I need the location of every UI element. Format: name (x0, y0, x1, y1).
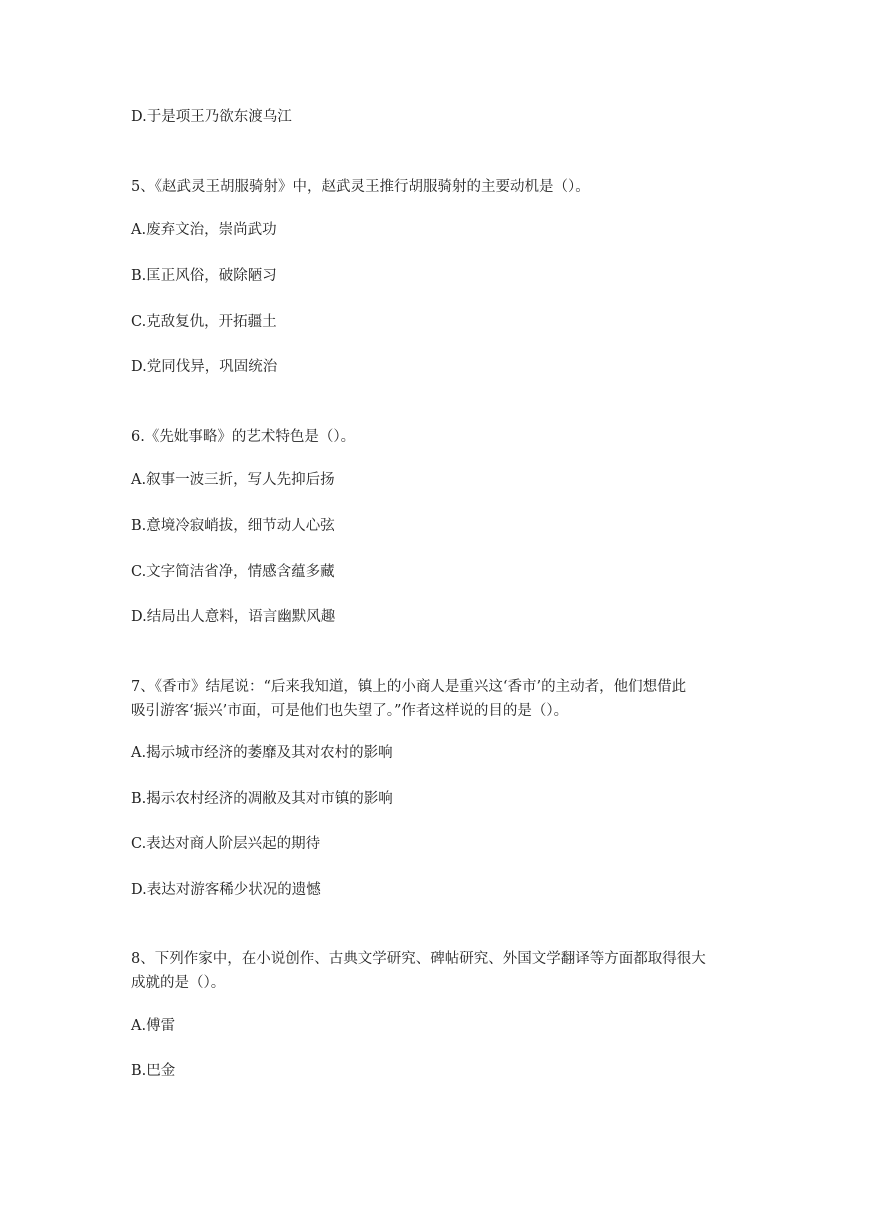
q7-option-b: B.揭示农村经济的凋敝及其对市镇的影响 (131, 791, 393, 807)
q6-option-a: A.叙事一波三折，写人先抑后扬 (131, 472, 335, 488)
q7-stem-line2: 吸引游客‘振兴’市面，可是他们也失望了。”作者这样说的目的是（）。 (131, 703, 569, 719)
q5-option-a: A.废弃文治，崇尚武功 (131, 222, 277, 238)
q5-option-c: C.克敌复仇，开拓疆土 (131, 314, 277, 330)
q6-option-c: C.文字简洁省净，情感含蕴多藏 (131, 564, 335, 580)
q7-stem-line1: 7、《香市》结尾说：“后来我知道，镇上的小商人是重兴这‘香市’的主动者，他们想借此 (131, 679, 687, 695)
q8-option-a: A.傅雷 (131, 1018, 176, 1034)
q5-option-d: D.党同伐异，巩固统治 (131, 359, 278, 375)
q6-option-b: B.意境冷寂峭拔，细节动人心弦 (131, 518, 335, 534)
q5-option-b: B.匡正风俗，破除陋习 (131, 268, 277, 284)
q5-stem: 5、《赵武灵王胡服骑射》中，赵武灵王推行胡服骑射的主要动机是（）。 (131, 179, 590, 195)
q7-option-d: D.表达对游客稀少状况的遗憾 (131, 882, 321, 898)
q4-option-d: D.于是项王乃欲东渡乌江 (131, 109, 292, 125)
q6-option-d: D.结局出人意料，语言幽默风趣 (131, 609, 336, 625)
q7-option-c: C.表达对商人阶层兴起的期待 (131, 836, 321, 852)
q8-option-b: B.巴金 (131, 1063, 176, 1079)
q8-stem-line2: 成就的是（）。 (131, 975, 226, 991)
q6-stem: 6.《先妣事略》的艺术特色是（）。 (131, 429, 356, 445)
q8-stem-line1: 8、下列作家中，在小说创作、古典文学研究、碑帖研究、外国文学翻译等方面都取得很大 (131, 951, 706, 967)
q7-option-a: A.揭示城市经济的萎靡及其对农村的影响 (131, 745, 393, 761)
